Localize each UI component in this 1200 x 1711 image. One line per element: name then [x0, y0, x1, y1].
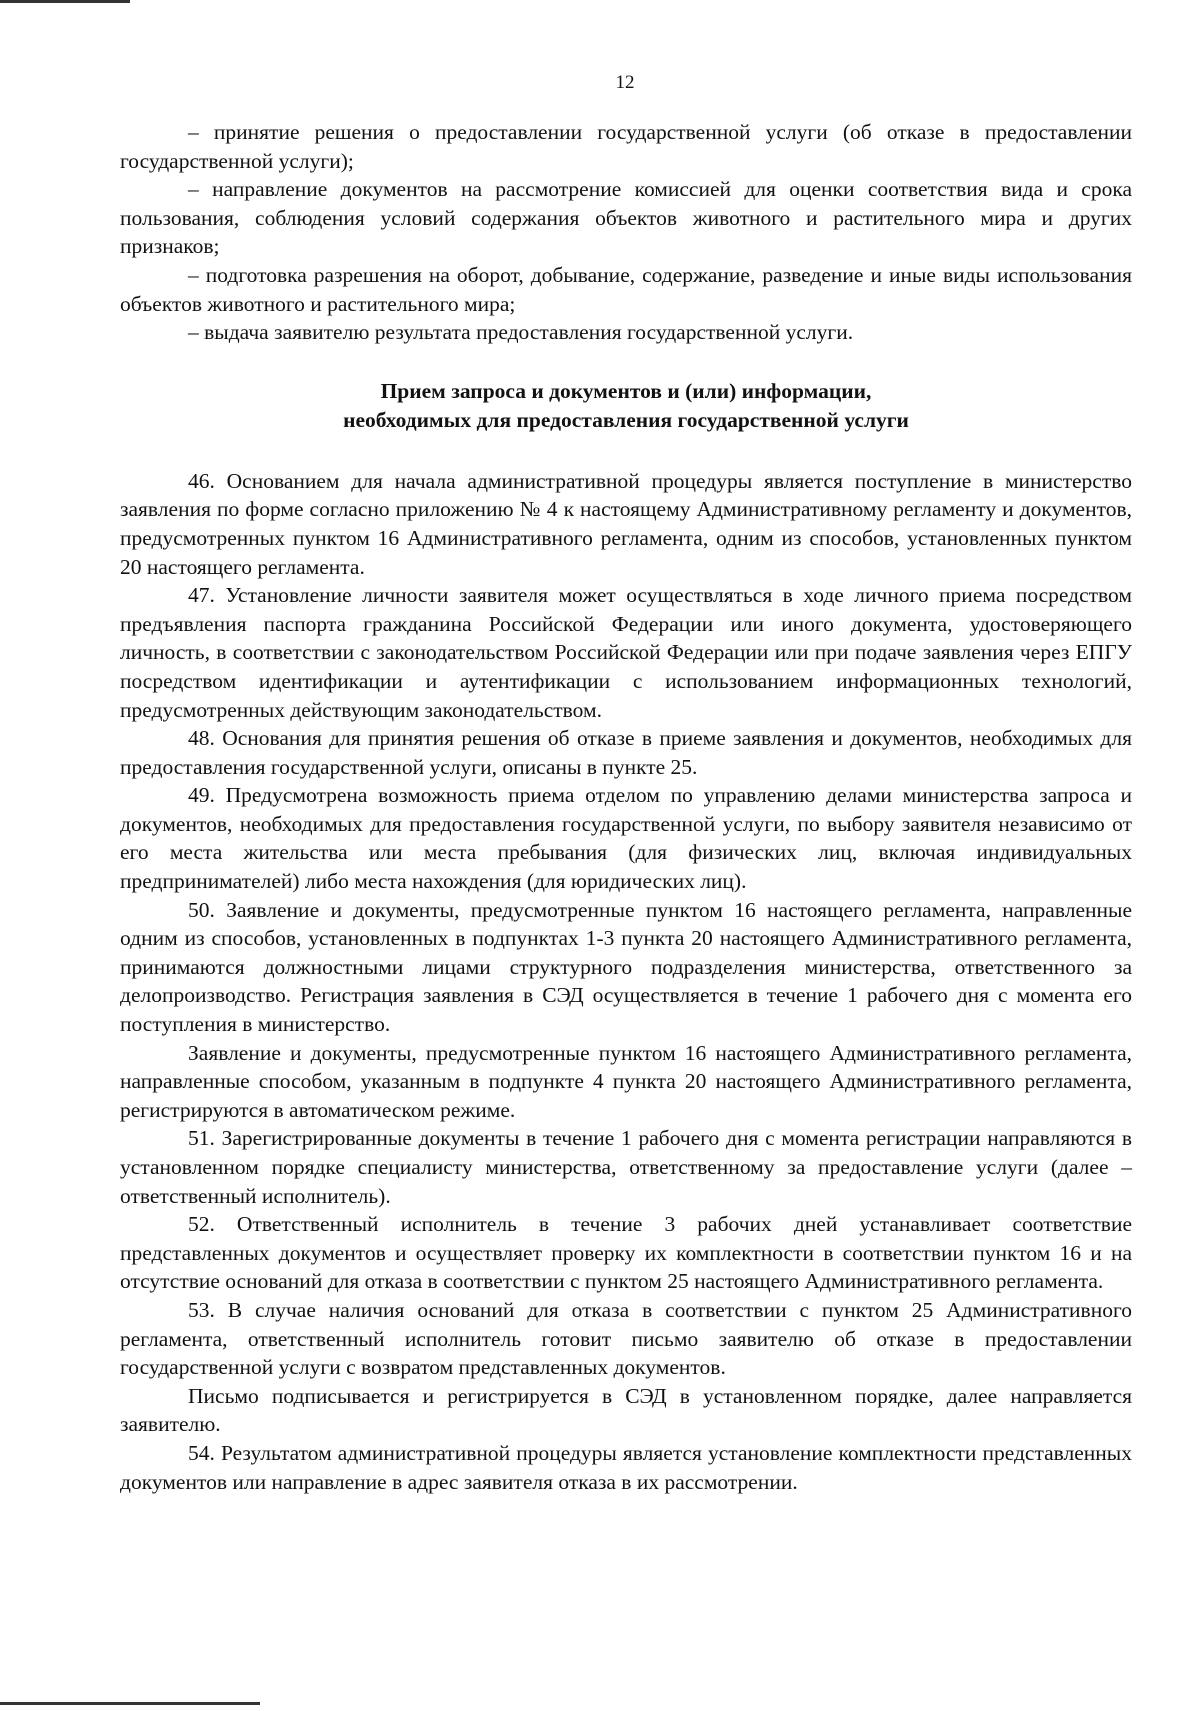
intro-item: – направление документов на рассмотрение комиссией для оценки соответствия вида и срока пользования, соблюдения условий содержания объектов животного и растительного мира и других признаков;: [120, 177, 1132, 259]
paragraph-54: 54. Результатом административной процедуры является установление комплектности представленных документов или направление в адрес заявителя отказа в их рассмотрении.: [120, 1440, 1132, 1494]
scan-edge-bottom: [0, 1702, 260, 1705]
paragraph-52: 52. Ответственный исполнитель в течение 3 рабочих дней устанавливает соответствие представленных документов и осуществляет проверку их комплектности в соответствии пунктом 16 и на отсутствие оснований для отказа в соответствии с пунктом 25 настоящего Административного регламента.: [120, 1212, 1132, 1294]
section-heading-line: Прием запроса и документов и (или) информации,: [380, 378, 872, 403]
paragraph-53: 53. В случае наличия оснований для отказа в соответствии с пунктом 25 Административного регламента, ответственный исполнитель готовит письмо заявителю об отказе в предоставлении государственной услуги с возвратом представленных документов.: [120, 1297, 1132, 1380]
paragraph-47: 47. Установление личности заявителя может осуществляться в ходе личного приема посредством предъявления паспорта гражданина Российской Федерации или иного документа, удостоверяющего личность, в соответствии с законодательством Российской Федерации или при подаче заявления через ЕПГУ посредством идентификации и аутентификации с использованием информационных технологий, предусмотренных действующим законодательством.: [120, 583, 1132, 722]
paragraph-51: 51. Зарегистрированные документы в течение 1 рабочего дня с момента регистрации направляются в установленном порядке специалисту министерства, ответственному за предоставление услуги (далее – ответственный исполнитель).: [120, 1126, 1132, 1208]
document-body: [120, 118, 1132, 1496]
intro-item: – подготовка разрешения на оборот, добывание, содержание, разведение и иные виды использования объектов животного и растительного мира;: [120, 262, 1132, 316]
paragraph-50-continued: Заявление и документы, предусмотренные пунктом 16 настоящего Административного регламента, направленные способом, указанным в подпункте 4 пункта 20 настоящего Административного регламента, регистрируются в автоматическом режиме.: [120, 1040, 1132, 1122]
paragraph-46: 46. Основанием для начала административной процедуры является поступление в министерство заявления по форме согласно приложению № 4 к настоящему Административному регламенту и документов, предусмотренных пунктом 16 Административного регламента, одним из способов, установленных пунктом 20 настоящего регламента.: [120, 468, 1132, 579]
page-number: 12: [615, 72, 635, 93]
paragraph-53-continued: Письмо подписывается и регистрируется в СЭД в установленном порядке, далее направляется заявителю.: [120, 1383, 1132, 1437]
paragraph-48: 48. Основания для принятия решения об отказе в приеме заявления и документов, необходимых для предоставления государственной услуги, описаны в пункте 25.: [120, 726, 1132, 779]
section-heading: [120, 377, 1132, 435]
intro-item: – принятие решения о предоставлении государственной услуги (об отказе в предоставлении государственной услуги);: [120, 120, 1132, 173]
paragraph-50: 50. Заявление и документы, предусмотренные пунктом 16 настоящего регламента, направленные одним из способов, установленных в подпунктах 1-3 пункта 20 настоящего Административного регламента, принимаются должностными лицами структурного подразделения министерства, ответственного за делопроизводство. Регистрация заявления в СЭД осуществляется в течение 1 рабочего дня с момента его поступления в министерство.: [120, 897, 1132, 1037]
paragraph-49: 49. Предусмотрена возможность приема отделом по управлению делами министерства запроса и документов, необходимых для предоставления государственной услуги, по выбору заявителя независимо от его места жительства или места пребывания (для физических лиц, включая индивидуальных предпринимателей) либо места нахождения (для юридических лиц).: [120, 783, 1132, 894]
intro-item: – выдача заявителю результата предоставления государственной услуги.: [188, 320, 854, 345]
scan-edge-top: [0, 0, 130, 3]
section-heading-line: необходимых для предоставления государственной услуги: [343, 407, 909, 432]
